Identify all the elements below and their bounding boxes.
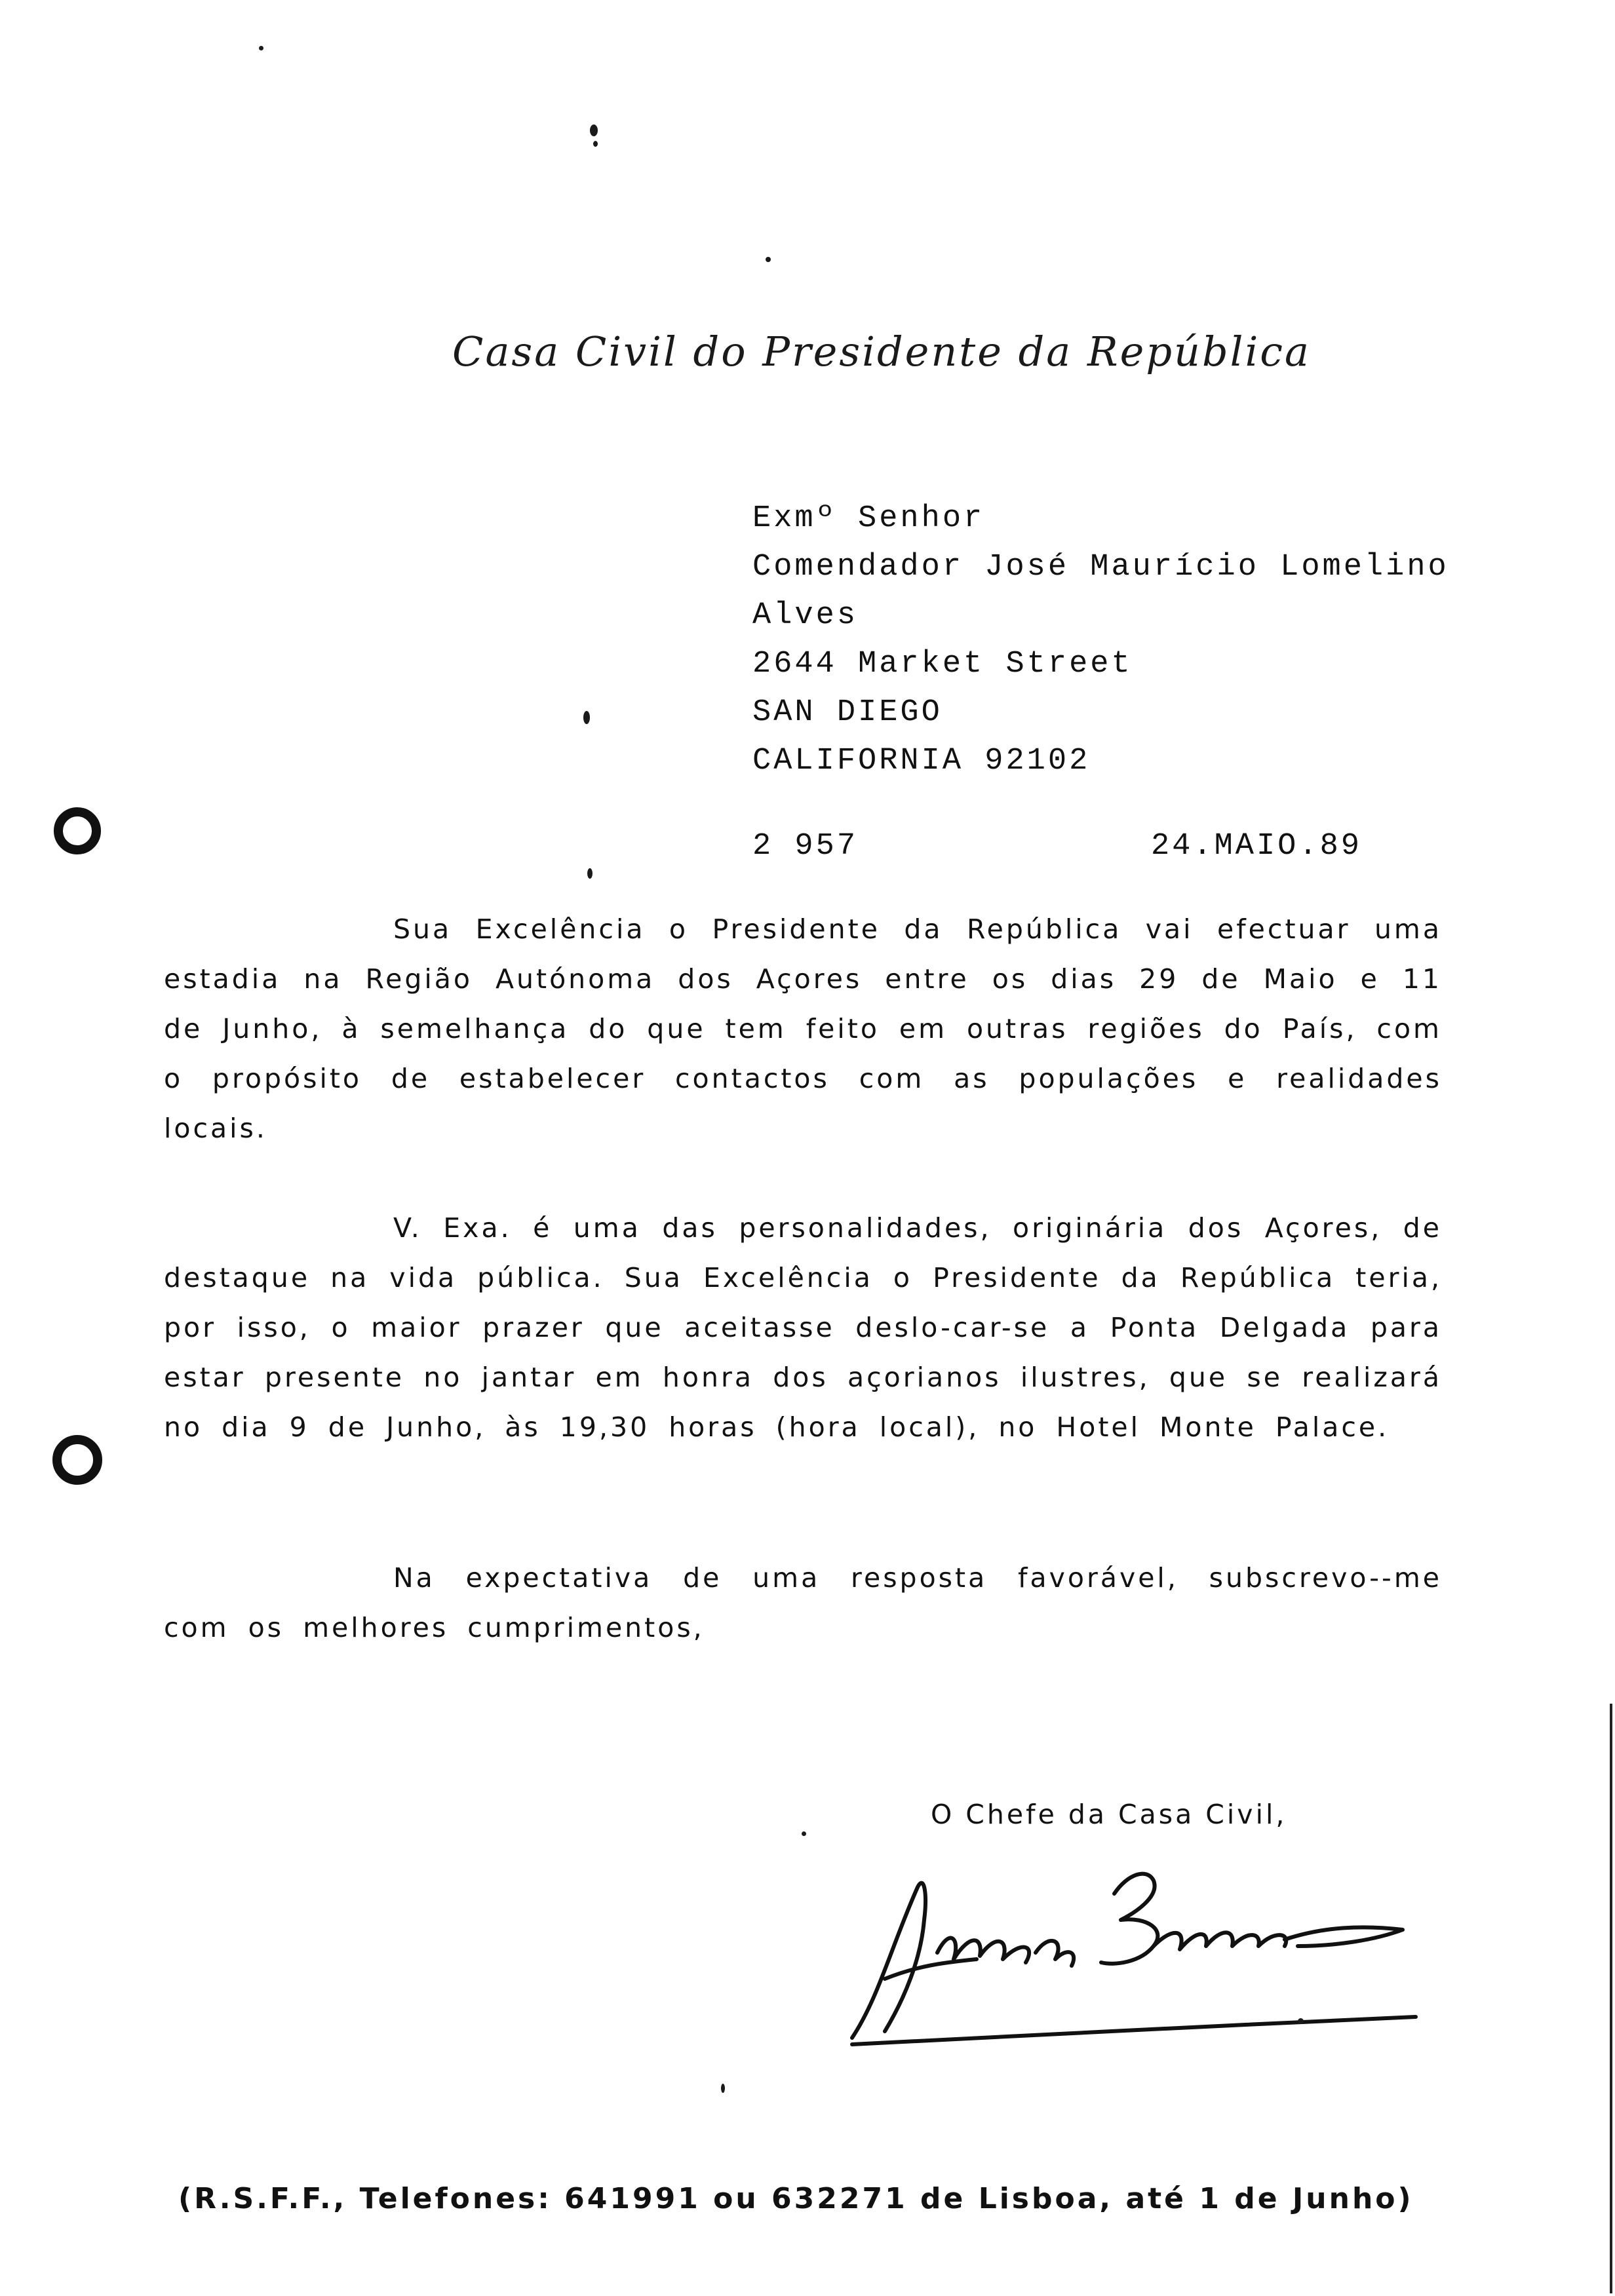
signature — [839, 1848, 1429, 2057]
letterhead: Casa Civil do Presidente da República — [452, 328, 1311, 375]
punch-hole-mark — [54, 807, 101, 854]
letter-date: 24.MAIO.89 — [1150, 829, 1362, 864]
scan-speck — [583, 711, 590, 724]
footer-note: (R.S.F.F., Telefones: 641991 ou 632271 de Lisboa, até 1 de Junho) — [178, 2182, 1414, 2215]
reference-line — [752, 822, 1362, 871]
page-edge-line — [1610, 1704, 1612, 2293]
recipient-name-line-2: Alves — [752, 598, 859, 633]
recipient-city: SAN DIEGO — [752, 695, 943, 730]
recipient-state-zip: CALIFORNIA 92102 — [752, 744, 1091, 778]
recipient-street: 2644 Market Street — [752, 647, 1133, 681]
scan-speck — [766, 257, 771, 262]
paragraph-text: Sua Excelência o Presidente da República vai efectuar uma estadia na Região Autónoma dos Açores entre os dias 29 de Maio e 11 de Junho, à semelhança do que tem feito em outras regiões do País, com o propósito de estabelecer contactos com as populações e realidades locais. — [164, 913, 1442, 1144]
recipient-address — [752, 495, 1449, 786]
scan-speck — [721, 2084, 725, 2093]
scan-speck — [587, 868, 593, 879]
punch-hole-mark — [52, 1435, 102, 1485]
recipient-name-line-1: Comendador José Maurício Lomelino — [752, 550, 1449, 584]
scan-speck — [1298, 2018, 1304, 2024]
scan-speck — [590, 124, 598, 136]
scan-speck — [593, 141, 598, 147]
letter-body-paragraph-3 — [164, 1553, 1442, 1653]
letter-body-paragraph-1 — [164, 904, 1442, 1153]
paragraph-text: Na expectativa de uma resposta favorável, subscrevo--me com os melhores cumprimentos, — [164, 1562, 1442, 1643]
paragraph-text: V. Exa. é uma das personalidades, originária dos Açores, de destaque na vida pública. Sua Excelência o Presidente da República teria, por isso, o maior prazer que aceitasse deslo-car-se a Ponta Delgada para estar presente no jantar em honra dos açorianos ilustres, que se realizará no dia 9 de Junho, às 19,30 horas (hora local), no Hotel Monte Palace. — [164, 1212, 1442, 1443]
scan-speck — [259, 46, 263, 50]
reference-number: 2 957 — [752, 829, 859, 864]
scan-speck — [802, 1831, 806, 1836]
letter-body-paragraph-2 — [164, 1203, 1442, 1452]
closing-title: O Chefe da Casa Civil, — [931, 1799, 1287, 1830]
recipient-salutation: Exmº Senhor — [752, 501, 985, 536]
